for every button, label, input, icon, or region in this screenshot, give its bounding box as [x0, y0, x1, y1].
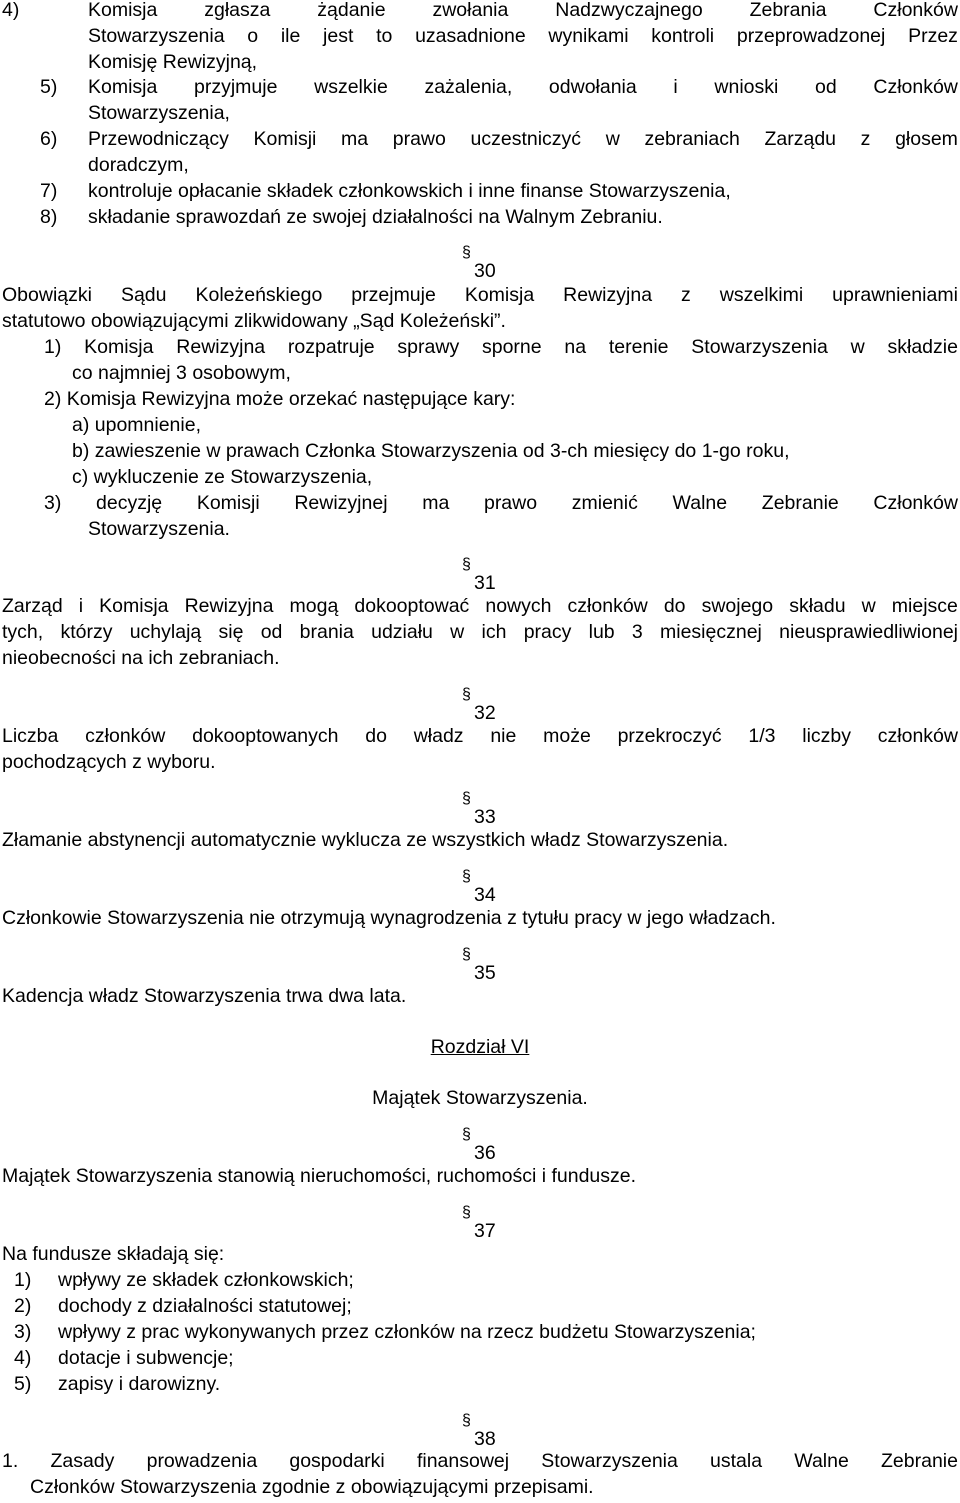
word: lub: [588, 621, 615, 643]
section-symbol: §: [462, 1412, 471, 1429]
word: w: [605, 128, 620, 150]
word: z: [681, 284, 691, 306]
list-item-text: wpływy ze składek członkowskich;: [58, 1269, 354, 1291]
section-number: 37: [474, 1220, 496, 1242]
word: 1/3: [748, 725, 776, 747]
word: liczby: [802, 725, 852, 747]
list-number: 4): [14, 1347, 32, 1369]
section-heading-30: [462, 244, 496, 284]
word: nowych: [485, 595, 552, 617]
word: wszelkie: [314, 76, 388, 98]
word: 3: [631, 621, 643, 643]
section-symbol: §: [462, 946, 471, 963]
word: Komisja: [464, 284, 535, 306]
word: udziału: [371, 621, 433, 643]
text-line: c) wykluczenie ze Stowarzyszenia,: [72, 466, 373, 488]
word: to: [376, 25, 393, 47]
word: decyzję: [96, 492, 163, 514]
word: Członków: [873, 0, 958, 21]
word: od: [815, 76, 837, 98]
list-number: 7): [40, 180, 58, 202]
justified-line: [88, 74, 958, 100]
list-number: 8): [40, 206, 58, 228]
text-line: 2) Komisja Rewizyjna może orzekać następujące kary:: [44, 388, 516, 410]
word: Walne: [672, 492, 728, 514]
word: ma: [422, 492, 450, 514]
word: mogą: [289, 595, 339, 617]
justified-line: [2, 619, 958, 645]
word: zażalenia,: [424, 76, 513, 98]
word: terenie: [608, 336, 669, 358]
section-number: 36: [474, 1142, 496, 1164]
section-symbol: §: [462, 556, 471, 573]
word: Liczba: [2, 725, 59, 747]
word: z: [860, 128, 871, 150]
justified-line: [2, 282, 958, 308]
text-line: Członków Stowarzyszenia zgodnie z obowiązującymi przepisami.: [30, 1476, 594, 1498]
word: w: [450, 621, 465, 643]
word: pracy: [523, 621, 572, 643]
word: kontroli: [651, 25, 715, 47]
word: Sądu: [120, 284, 167, 306]
word: rozpatruje: [287, 336, 375, 358]
word: przyjmuje: [194, 76, 278, 98]
word: Zasady: [50, 1450, 115, 1472]
word: ma: [341, 128, 369, 150]
text-line: Stowarzyszenia.: [88, 518, 230, 540]
section-heading-31: [462, 556, 496, 596]
text-line: pochodzących z wyboru.: [2, 751, 216, 773]
section-number: 32: [474, 702, 496, 724]
word: Komisji: [253, 128, 317, 150]
word: Komisja: [88, 76, 158, 98]
text-line: składanie sprawozdań ze swojej działalności na Walnym Zebraniu.: [88, 206, 663, 228]
chapter-subtitle: Majątek Stowarzyszenia.: [372, 1087, 588, 1109]
word: składzie: [887, 336, 958, 358]
text-line: statutowo obowiązującymi zlikwidowany „Sąd Koleżeński”.: [2, 310, 506, 332]
word: 1): [44, 336, 62, 358]
word: Zarząd: [2, 595, 63, 617]
word: Rewizyjna: [184, 595, 274, 617]
list-number: 5): [14, 1373, 32, 1395]
word: zwołania: [432, 0, 509, 21]
word: o: [247, 25, 259, 47]
section-number: 31: [474, 572, 496, 594]
word: Walne: [794, 1450, 849, 1472]
word: do: [663, 595, 686, 617]
list-number: 4): [2, 0, 20, 21]
text-line: Komisję Rewizyjną,: [88, 51, 258, 73]
word: Stowarzyszenia: [691, 336, 828, 358]
justified-line: [2, 593, 958, 619]
list-item-text: zapisy i darowizny.: [58, 1373, 221, 1395]
word: sporne: [481, 336, 542, 358]
word: Komisji: [196, 492, 260, 514]
word: Stowarzyszenia: [541, 1450, 678, 1472]
word: nieusprawiedliwionej: [779, 621, 958, 643]
word: Zebrania: [749, 0, 827, 21]
word: prawo: [483, 492, 538, 514]
word: którzy: [60, 621, 113, 643]
text-line: co najmniej 3 osobowym,: [72, 362, 291, 384]
word: prowadzenia: [146, 1450, 258, 1472]
section-number: 33: [474, 806, 496, 828]
word: żądanie: [317, 0, 386, 21]
word: od: [260, 621, 283, 643]
justified-line: [88, 126, 958, 152]
section-number: 30: [474, 260, 496, 282]
word: zgłasza: [204, 0, 271, 21]
word: sprawy: [397, 336, 460, 358]
list-number: 3): [14, 1321, 32, 1343]
word: uchylają: [129, 621, 202, 643]
word: uzasadnione: [415, 25, 526, 47]
text-line: kontroluje opłacanie składek członkowskich i inne finanse Stowarzyszenia,: [88, 180, 731, 202]
word: jest: [323, 25, 354, 47]
word: Rewizyjnej: [294, 492, 388, 514]
section-heading-38: [462, 1412, 496, 1452]
section-symbol: §: [462, 868, 471, 885]
word: nie: [490, 725, 517, 747]
word: brania: [299, 621, 354, 643]
list-item-text: dotacje i subwencje;: [58, 1347, 234, 1369]
word: Komisja: [99, 595, 169, 617]
text-line: Na fundusze składają się:: [2, 1243, 225, 1265]
word: Członków: [873, 492, 958, 514]
word: na: [564, 336, 587, 358]
section-number: 35: [474, 962, 496, 984]
chapter-title: Rozdział VI: [430, 1036, 530, 1058]
word: uprawnieniami: [832, 284, 958, 306]
section-heading-35: [462, 946, 496, 986]
word: Stowarzyszenia: [88, 25, 225, 47]
word: uczestniczyć: [470, 128, 582, 150]
text-line: Majątek Stowarzyszenia stanowią nieruchomości, ruchomości i fundusze.: [2, 1165, 637, 1187]
text-line: doradczym,: [88, 154, 189, 176]
word: zmienić: [571, 492, 638, 514]
justified-line: [44, 490, 958, 516]
list-number: 2): [14, 1295, 32, 1317]
section-symbol: §: [462, 1126, 471, 1143]
list-number: 1): [14, 1269, 32, 1291]
list-item-text: wpływy z prac wykonywanych przez członków na rzecz budżetu Stowarzyszenia;: [58, 1321, 756, 1343]
justified-line: [2, 1448, 958, 1474]
text-line: Stowarzyszenia,: [88, 102, 230, 124]
justified-line: [2, 723, 958, 749]
word: tych,: [2, 621, 44, 643]
text-line: Kadencja władz Stowarzyszenia trwa dwa lata.: [2, 985, 407, 1007]
word: swojego: [701, 595, 774, 617]
word: przekroczyć: [617, 725, 722, 747]
word: Przewodniczący: [88, 128, 229, 150]
word: wynikami: [548, 25, 629, 47]
text-line: a) upomnienie,: [72, 414, 201, 436]
word: 3): [44, 492, 62, 514]
word: może: [543, 725, 591, 747]
section-symbol: §: [462, 686, 471, 703]
text-line: Członkowie Stowarzyszenia nie otrzymują wynagrodzenia z tytułu pracy w jego władzach.: [2, 907, 776, 929]
word: głosem: [895, 128, 958, 150]
justified-line: [88, 0, 958, 23]
word: przejmuje: [351, 284, 436, 306]
word: ich: [481, 621, 507, 643]
text-line: b) zawieszenie w prawach Członka Stowarzyszenia od 3-ch miesięcy do 1-go roku,: [72, 440, 790, 462]
word: Przez: [908, 25, 958, 47]
text-line: Złamanie abstynencji automatycznie wyklucza ze wszystkich władz Stowarzyszenia.: [2, 829, 729, 851]
word: zebraniach: [644, 128, 740, 150]
word: władz: [413, 725, 464, 747]
section-heading-32: [462, 686, 496, 726]
word: i: [78, 595, 84, 617]
section-symbol: §: [462, 790, 471, 807]
word: miejsce: [891, 595, 958, 617]
word: do: [365, 725, 387, 747]
word: dokooptowanych: [192, 725, 339, 747]
word: Zebranie: [761, 492, 839, 514]
section-number: 38: [474, 1428, 496, 1450]
word: Członków: [873, 76, 958, 98]
word: Komisja: [88, 0, 158, 21]
word: Zarządu: [764, 128, 837, 150]
word: finansowej: [416, 1450, 510, 1472]
section-heading-33: [462, 790, 496, 830]
justified-line: [88, 23, 958, 49]
word: Obowiązki: [2, 284, 92, 306]
word: miesięcznej: [660, 621, 762, 643]
word: członków: [877, 725, 958, 747]
section-heading-34: [462, 868, 496, 908]
word: członków: [85, 725, 166, 747]
word: w: [850, 336, 865, 358]
section-symbol: §: [462, 244, 471, 261]
list-number: 6): [40, 128, 58, 150]
word: ustala: [710, 1450, 763, 1472]
word: Koleżeńskiego: [195, 284, 323, 306]
word: gospodarki: [289, 1450, 385, 1472]
word: składu: [789, 595, 846, 617]
word: ile: [280, 25, 301, 47]
list-item-text: dochody z działalności statutowej;: [58, 1295, 352, 1317]
word: wnioski: [714, 76, 779, 98]
word: przeprowadzonej: [736, 25, 886, 47]
word: członków: [567, 595, 648, 617]
word: w: [861, 595, 876, 617]
justified-line: [44, 334, 958, 360]
section-number: 34: [474, 884, 496, 906]
section-heading-36: [462, 1126, 496, 1166]
word: 1.: [2, 1450, 19, 1472]
word: się: [218, 621, 244, 643]
word: Zebranie: [881, 1450, 958, 1472]
word: Rewizyjna: [176, 336, 266, 358]
section-heading-37: [462, 1204, 496, 1244]
word: prawo: [392, 128, 446, 150]
word: odwołania: [548, 76, 637, 98]
text-line: nieobecności na ich zebraniach.: [2, 647, 280, 669]
list-number: 5): [40, 76, 58, 98]
word: Nadzwyczajnego: [555, 0, 703, 21]
word: wszelkimi: [719, 284, 804, 306]
word: Komisja: [84, 336, 154, 358]
word: dokooptować: [354, 595, 470, 617]
word: Rewizyjna: [563, 284, 653, 306]
section-symbol: §: [462, 1204, 471, 1221]
word: i: [673, 76, 678, 98]
